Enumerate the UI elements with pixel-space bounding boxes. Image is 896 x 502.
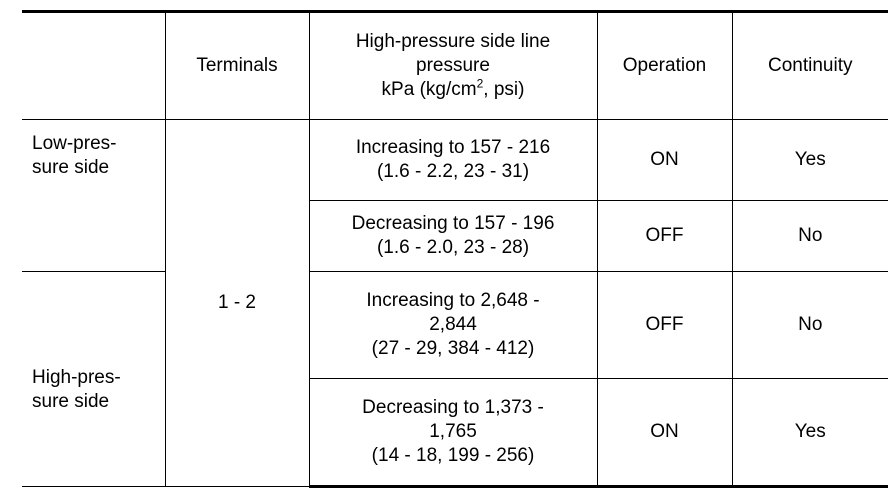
header-operation: Operation bbox=[597, 12, 732, 120]
pressure-line: 2,844 bbox=[429, 314, 477, 335]
side-label-high-line-2: sure side bbox=[32, 391, 110, 412]
operation-cell: ON bbox=[597, 120, 732, 201]
header-pressure-line-1: High-pressure side line bbox=[355, 31, 551, 52]
continuity-cell: No bbox=[732, 272, 888, 379]
header-pressure-unit: kPa (kg/cm bbox=[381, 79, 477, 100]
pressure-line: (27 - 29, 384 - 412) bbox=[371, 338, 535, 359]
pressure-cell bbox=[309, 201, 597, 272]
continuity-cell: Yes bbox=[732, 379, 888, 487]
pressure-line: Increasing to 2,648 - bbox=[366, 290, 540, 311]
pressure-switch-spec-table bbox=[22, 10, 888, 488]
header-pressure-unit-suffix: , psi) bbox=[483, 79, 525, 100]
pressure-line: Decreasing to 1,373 - bbox=[362, 397, 544, 418]
pressure-line: (1.6 - 2.0, 23 - 28) bbox=[376, 237, 530, 258]
pressure-line: 1,765 bbox=[429, 421, 477, 442]
continuity-cell: Yes bbox=[732, 120, 888, 201]
side-label-high bbox=[22, 272, 165, 487]
header-pressure-superscript: 2 bbox=[476, 76, 484, 91]
header-terminals: Terminals bbox=[165, 12, 309, 120]
side-label-low-line-1: Low-pres- bbox=[32, 133, 117, 154]
side-label-low-line-2: sure side bbox=[32, 157, 110, 178]
side-label-low bbox=[22, 120, 165, 272]
pressure-cell bbox=[309, 379, 597, 487]
header-pressure-line-2: pressure bbox=[416, 55, 490, 76]
pressure-line: Increasing to 157 - 216 bbox=[355, 137, 551, 158]
operation-cell: OFF bbox=[597, 272, 732, 379]
operation-cell: ON bbox=[597, 379, 732, 487]
table-row bbox=[22, 272, 888, 379]
header-row bbox=[22, 12, 888, 120]
header-blank bbox=[22, 12, 165, 120]
continuity-cell: No bbox=[732, 201, 888, 272]
header-pressure-line-3 bbox=[310, 78, 597, 102]
operation-cell: OFF bbox=[597, 201, 732, 272]
pressure-line: (1.6 - 2.2, 23 - 31) bbox=[376, 161, 530, 182]
pressure-cell bbox=[309, 120, 597, 201]
side-label-high-line-1: High-pres- bbox=[32, 367, 121, 388]
pressure-line: (14 - 18, 199 - 256) bbox=[371, 445, 535, 466]
header-pressure bbox=[309, 12, 597, 120]
header-continuity: Continuity bbox=[732, 12, 888, 120]
pressure-cell bbox=[309, 272, 597, 379]
pressure-line: Decreasing to 157 - 196 bbox=[351, 213, 555, 234]
table-row bbox=[22, 120, 888, 201]
terminals-cell: 1 - 2 bbox=[165, 120, 309, 487]
